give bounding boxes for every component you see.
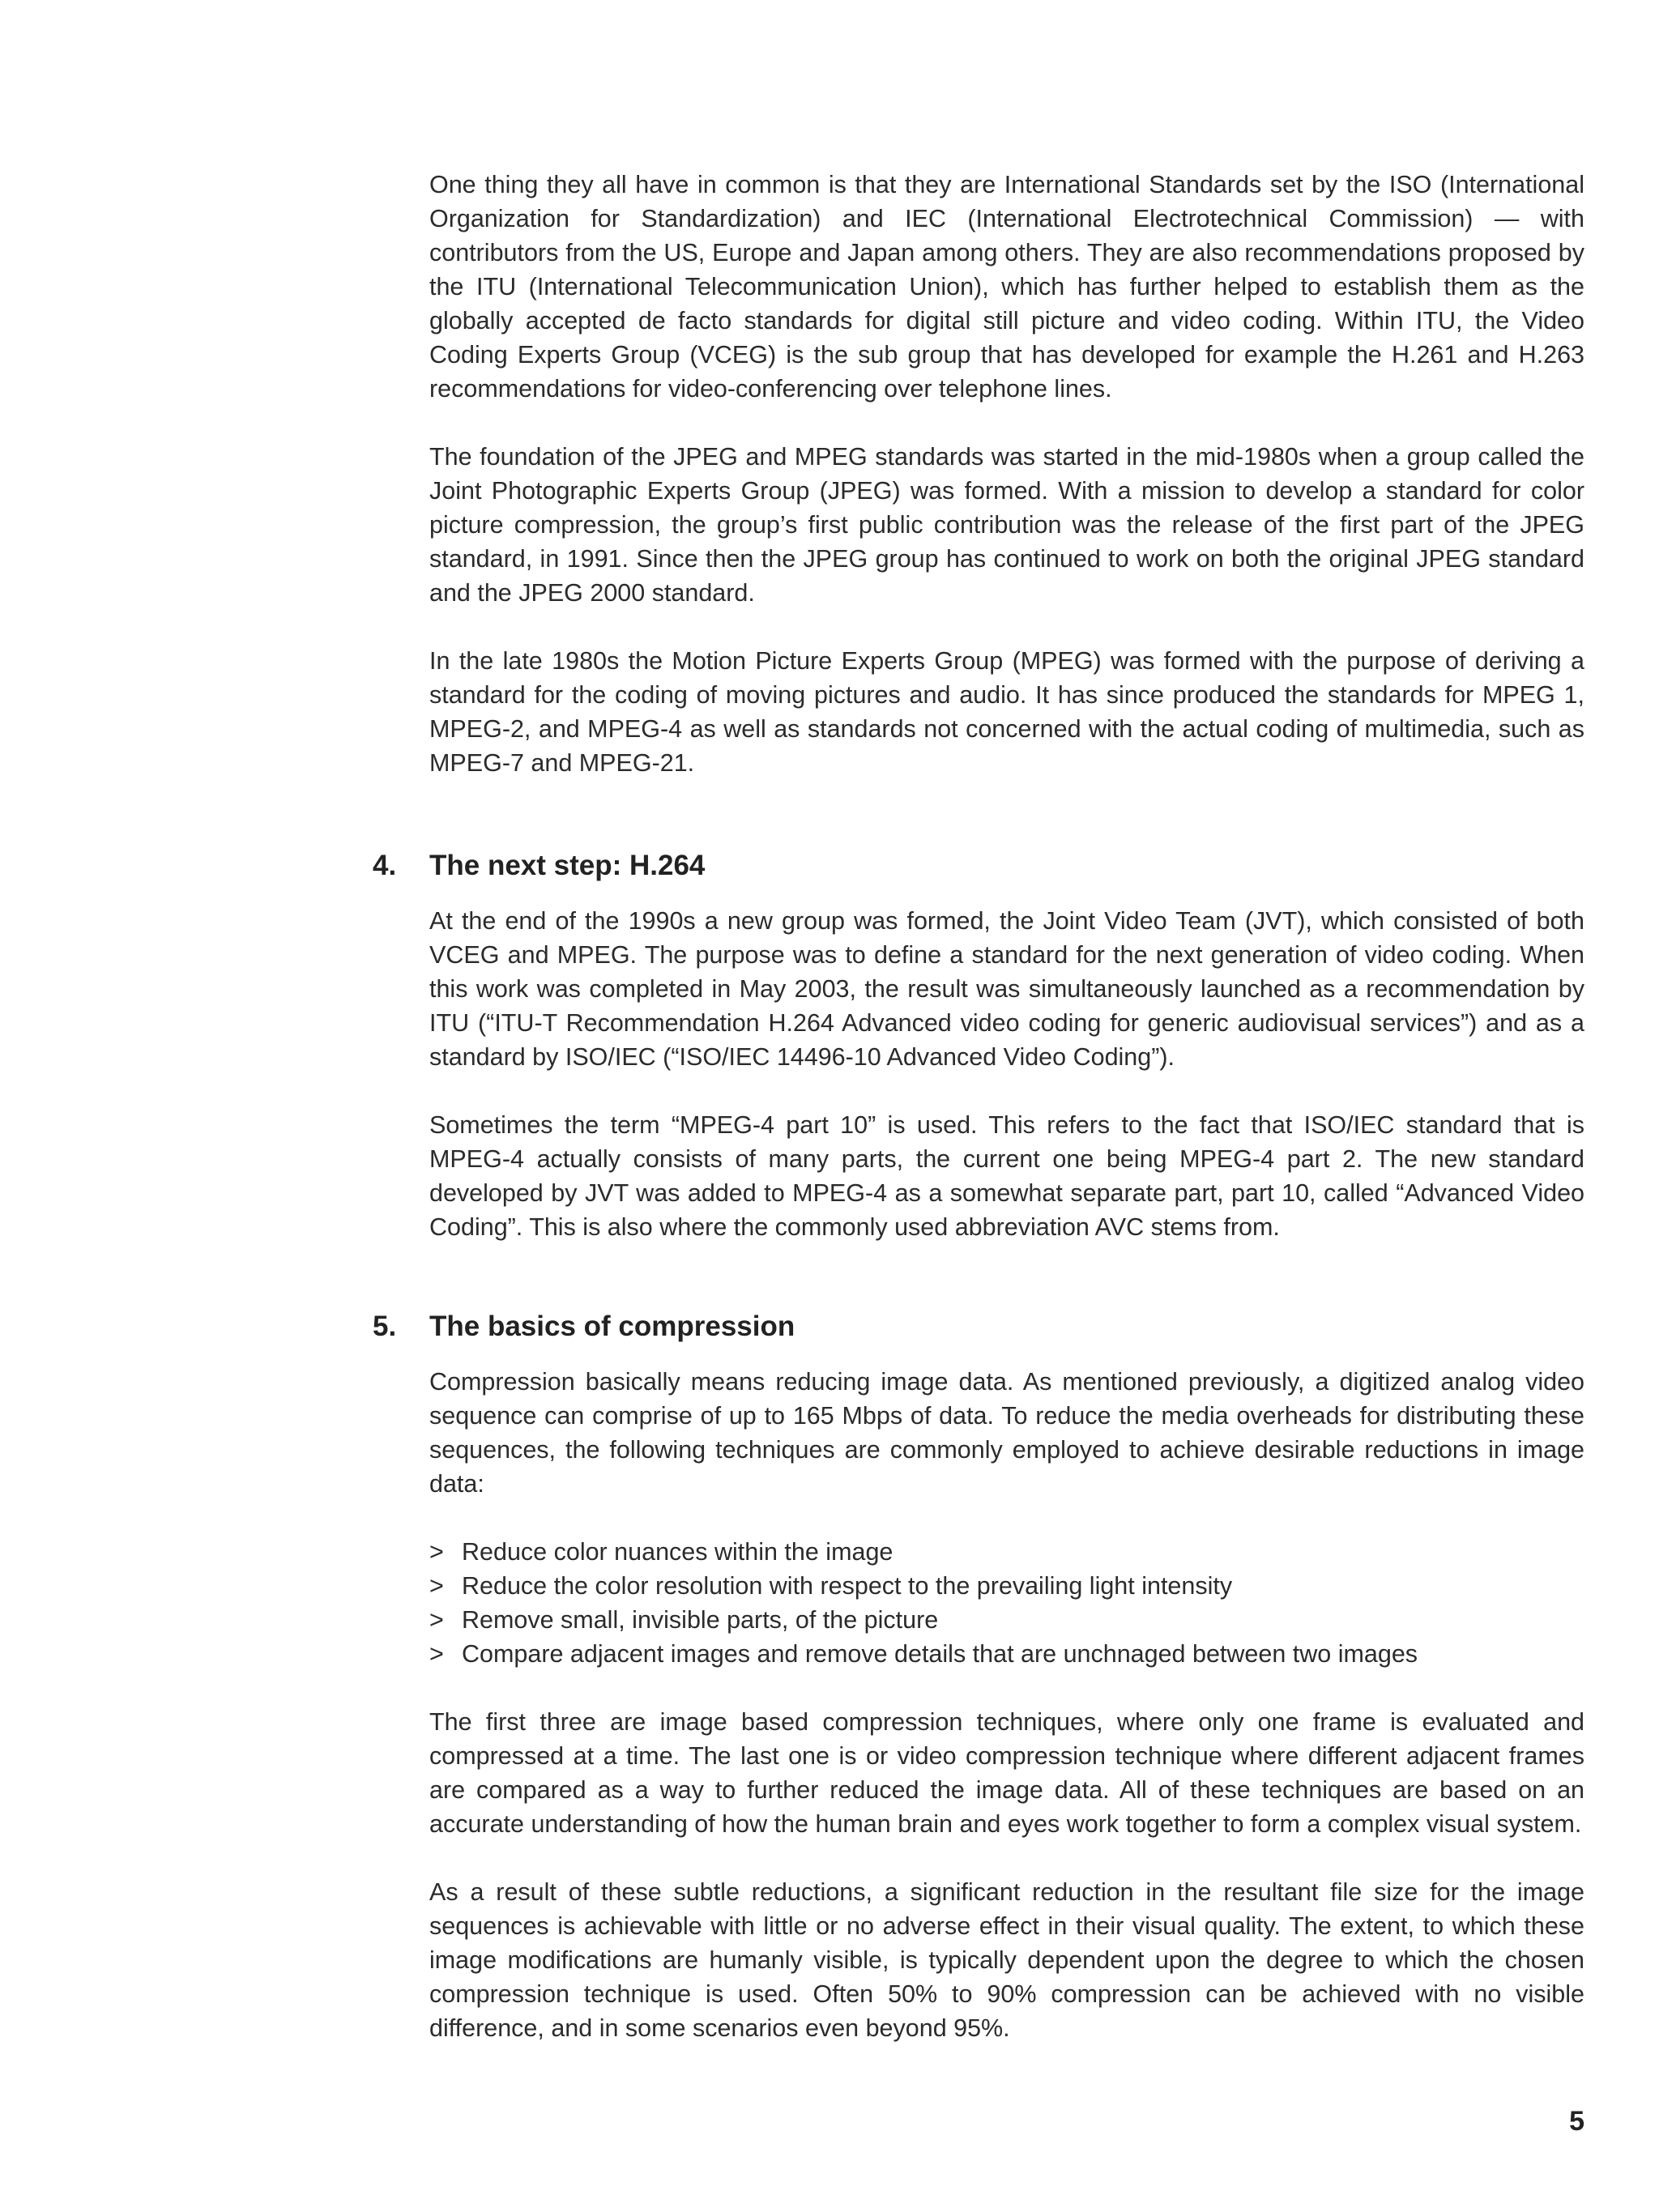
intro-paragraph-3: In the late 1980s the Motion Picture Experts Group (MPEG) was formed with the purpose of deriving a standard for the coding of moving pictures and audio. It has since produced the standards for MPEG 1, MPEG-2, and MPEG-4 as well as standards not concerned with the actual coding of multimedia, such as MPEG-7 and MPEG-21. xyxy=(429,647,1584,777)
list-item-text: Reduce color nuances within the image xyxy=(462,1538,893,1566)
section-5-heading xyxy=(373,1310,795,1344)
section-5-paragraph-2: The first three are image based compression techniques, where only one frame is evaluated and compressed at a time. The last one is or video compression technique where different adjacent frames are compared as a way to further reduced the image data. All of these techniques are based on an accurate understanding of how the human brain and eyes work together to form a complex visual system. xyxy=(429,1708,1584,1838)
section-4-number: 4. xyxy=(373,850,397,881)
section-5-paragraph-3: As a result of these subtle reductions, a significant reduction in the resultant file size for the image sequences is achievable with little or no adverse effect in their visual quality. The extent, to which these image modifications are humanly visible, is typically dependent upon the degree to which the chosen compression technique is used. Often 50% to 90% compression can be achieved with no visible difference, and in some scenarios even beyond 95%. xyxy=(429,1878,1584,2042)
section-5-paragraph-1: Compression basically means reducing image data. As mentioned previously, a digitized analog video sequence can comprise of up to 165 Mbps of data. To reduce the media overheads for distributing these sequences, the following techniques are commonly employed to achieve desirable reductions in image data: xyxy=(429,1368,1584,1498)
section-4-body xyxy=(429,904,1584,1244)
bullet-marker: > xyxy=(429,1640,444,1668)
section-4-paragraph-2: Sometimes the term “MPEG-4 part 10” is used. This refers to the fact that ISO/IEC standard that is MPEG-4 actually consists of many parts, the current one being MPEG-4 part 2. The new standard developed by JVT was added to MPEG-4 as a somewhat separate part, part 10, called “Advanced Video Coding”. This is also where the commonly used abbreviation AVC stems from. xyxy=(429,1111,1584,1241)
intro-paragraph-1: One thing they all have in common is that they are International Standards set by the ISO (International Organization for Standardization) and IEC (International Electrotechnical Commission) — with contributors from the US, Europe and Japan among others. They are also recommendations proposed by the ITU (International Telecommunication Union), which has further helped to establish them as the globally accepted de facto standards for digital still picture and video coding. Within ITU, the Video Coding Experts Group (VCEG) is the sub group that has developed for example the H.261 and H.263 recommendations for video-conferencing over telephone lines. xyxy=(429,171,1584,403)
list-item-text: Reduce the color resolution with respect to the prevailing light intensity xyxy=(462,1572,1233,1600)
section-5-body xyxy=(429,1365,1584,2045)
list-item-text: Remove small, invisible parts, of the picture xyxy=(462,1606,939,1634)
section-5-number: 5. xyxy=(373,1311,397,1342)
list-item xyxy=(429,1535,1584,1569)
section-4-paragraph-1: At the end of the 1990s a new group was formed, the Joint Video Team (JVT), which consisted of both VCEG and MPEG. The purpose was to define a standard for the next generation of video coding. When this work was completed in May 2003, the result was simultaneously launched as a recommendation by ITU (“ITU-T Recommendation H.264 Advanced video coding for generic audiovisual services”) and as a standard by ISO/IEC (“ISO/IEC 14496-10 Advanced Video Coding”). xyxy=(429,907,1584,1071)
list-item xyxy=(429,1637,1584,1671)
list-item-text: Compare adjacent images and remove details that are unchnaged between two images xyxy=(462,1640,1418,1668)
bullet-marker: > xyxy=(429,1572,444,1600)
intro-paragraph-2: The foundation of the JPEG and MPEG standards was started in the mid-1980s when a group called the Joint Photographic Experts Group (JPEG) was formed. With a mission to develop a standard for color picture compression, the group’s first public contribution was the release of the first part of the JPEG standard, in 1991. Since then the JPEG group has continued to work on both the original JPEG standard and the JPEG 2000 standard. xyxy=(429,443,1584,607)
bullet-marker: > xyxy=(429,1606,444,1634)
intro-block xyxy=(429,168,1584,780)
section-4-title: The next step: H.264 xyxy=(429,850,706,881)
section-5-title: The basics of compression xyxy=(429,1311,795,1342)
list-item xyxy=(429,1603,1584,1637)
bullet-marker: > xyxy=(429,1538,444,1566)
list-item xyxy=(429,1569,1584,1603)
page-number: 5 xyxy=(1569,2106,1584,2137)
compression-techniques-list xyxy=(429,1535,1584,1671)
section-4-heading xyxy=(373,849,705,883)
